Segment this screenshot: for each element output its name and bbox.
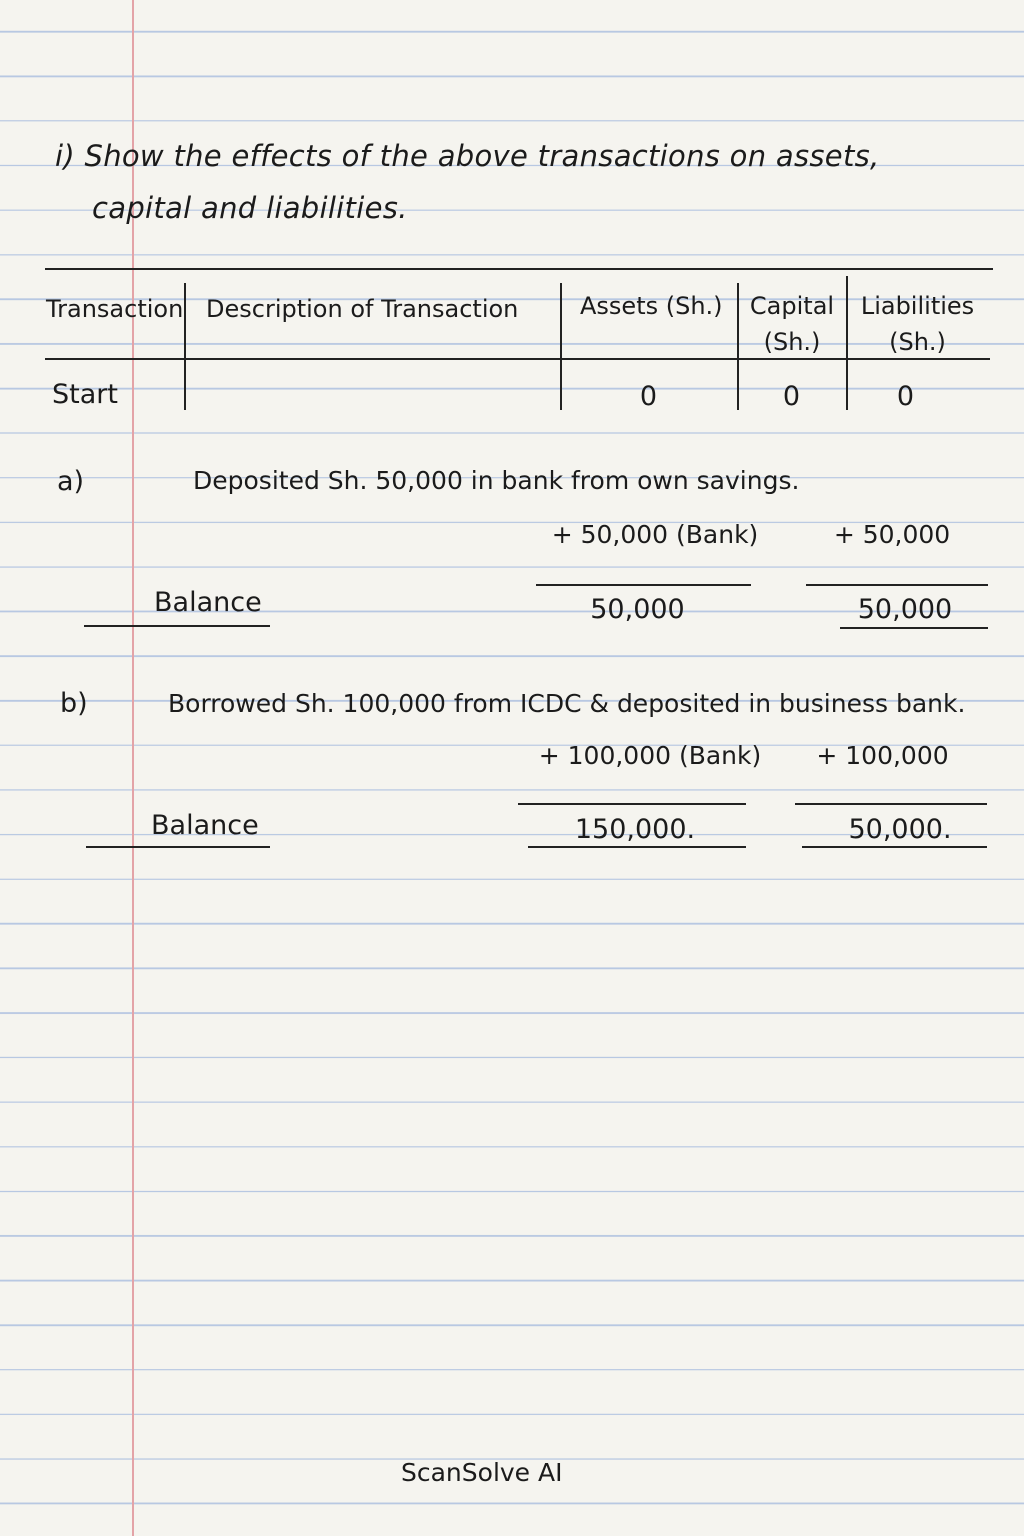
balance-a-assets: 50,000 — [590, 594, 685, 625]
header-liabilities: Liabilities — [860, 292, 975, 320]
header-capital-unit: (Sh.) — [763, 328, 821, 356]
header-transaction: Transaction — [46, 295, 184, 323]
balance-b-assets-rule — [528, 846, 746, 848]
header-assets: Assets (Sh.) — [580, 292, 723, 320]
transaction-a-label: a) — [57, 466, 85, 497]
header-description: Description of Transaction — [206, 295, 519, 323]
start-label: Start — [52, 379, 118, 410]
start-liabilities: 0 — [896, 381, 915, 412]
table-divider-1 — [184, 283, 186, 410]
transaction-b-liabilities-change: + 100,000 — [816, 741, 949, 770]
transaction-a-assets-change: + 50,000 (Bank) — [551, 520, 759, 549]
header-capital: Capital — [749, 292, 835, 320]
transaction-b-label: b) — [60, 688, 88, 719]
transaction-b-assets-change: + 100,000 (Bank) — [538, 741, 762, 770]
balance-a-capital: 50,000 — [857, 594, 953, 625]
balance-b-assets-upper-rule — [518, 803, 746, 805]
balance-b-capital-upper-rule — [795, 803, 987, 805]
balance-a-capital-upper-rule — [806, 584, 988, 586]
balance-b-capital-rule — [802, 846, 987, 848]
table-header-rule — [45, 358, 990, 360]
balance-a-assets-upper-rule — [536, 584, 751, 586]
margin-line — [132, 0, 134, 1536]
start-assets: 0 — [639, 381, 658, 412]
balance-a-label: Balance — [154, 587, 262, 618]
heading-line-2: capital and liabilities. — [92, 191, 408, 225]
balance-b-label: Balance — [151, 810, 259, 841]
transaction-b-description: Borrowed Sh. 100,000 from ICDC & deposited in business bank. — [168, 689, 966, 718]
header-liabilities-unit: (Sh.) — [889, 328, 946, 356]
heading-line-1: i) Show the effects of the above transactions on assets, — [55, 139, 880, 173]
balance-b-assets: 150,000. — [574, 814, 696, 845]
table-top-rule — [45, 268, 993, 270]
transaction-a-description: Deposited Sh. 50,000 in bank from own savings. — [193, 466, 800, 495]
balance-a-capital-rule — [840, 627, 988, 629]
start-capital: 0 — [782, 381, 801, 412]
balance-b-capital: 50,000. — [848, 814, 952, 845]
balance-b-label-rule — [86, 846, 270, 848]
balance-a-label-rule — [84, 625, 270, 627]
footer-watermark: ScanSolve AI — [401, 1458, 563, 1487]
transaction-a-capital-change: + 50,000 — [833, 520, 951, 549]
